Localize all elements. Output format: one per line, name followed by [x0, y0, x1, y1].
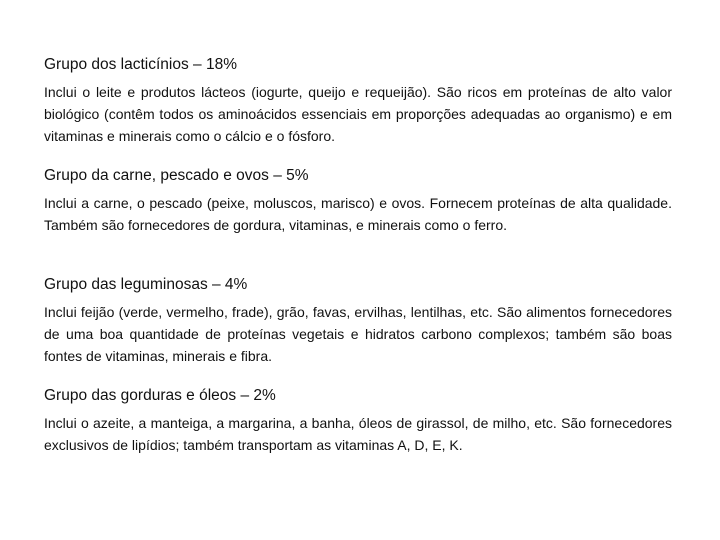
section-body: Inclui o azeite, a manteiga, a margarina, a banha, óleos de girassol, de milho, etc. São fornecedores exclusivos de lipídios; também transportam as vitaminas A, D, E, K.: [44, 415, 672, 453]
section-body: Inclui o leite e produtos lácteos (iogurte, queijo e requeijão). São ricos em proteínas de alto valor biológico (contêm todos os aminoácidos essenciais em proporções adequadas ao organismo) e em vitaminas e minerais como o cálcio e o fósforo.: [44, 84, 672, 144]
section-body: Inclui feijão (verde, vermelho, frade), grão, favas, ervilhas, lentilhas, etc. São alimentos fornecedores de uma boa quantidade de proteínas vegetais e hidratos carbono complexos; também são boas fontes de vitaminas, minerais e fibra.: [44, 304, 672, 364]
section-title: Grupo das gorduras e óleos – 2%: [44, 387, 276, 404]
section-title: Grupo dos lacticínios – 18%: [44, 56, 237, 73]
section-title: Grupo das leguminosas – 4%: [44, 276, 248, 293]
section-body: Inclui a carne, o pescado (peixe, moluscos, marisco) e ovos. Fornecem proteínas de alta qualidade. Também são fornecedores de gordura, vitaminas, e minerais como o ferro.: [44, 195, 672, 233]
section-title: Grupo da carne, pescado e ovos – 5%: [44, 167, 309, 184]
section-carne-pescado-ovos: [44, 166, 672, 236]
section-lacticinios: [44, 55, 672, 147]
section-gorduras-oleos: [44, 386, 672, 456]
section-leguminosas: [44, 275, 672, 367]
slide-content: [44, 0, 672, 540]
